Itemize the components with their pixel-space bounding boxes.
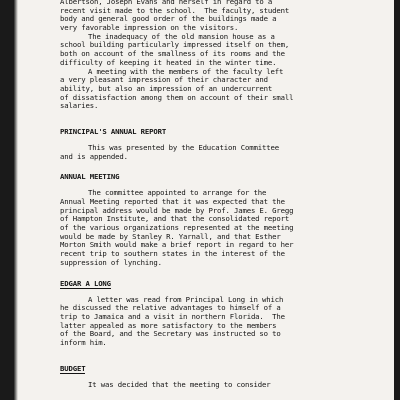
- document-body: [60, 0, 380, 389]
- section-heading: EDGAR A LONG: [60, 278, 111, 288]
- text-line: body and general good order of the buildings made a: [60, 14, 277, 24]
- text-line: a very pleasant impression of their character and: [60, 75, 268, 85]
- text-line: difficulty of keeping it heated in the winter time.: [60, 57, 277, 67]
- paragraph-inadequacy: [60, 33, 380, 68]
- scan-edge-shadow: [14, 0, 18, 400]
- text-line: of dissatisfaction among them on account of their small: [60, 92, 294, 102]
- text-line: Annual Meeting reported that it was expected that the: [60, 197, 285, 206]
- text-line: This was presented by the Education Committee: [88, 142, 279, 152]
- text-line: and is appended.: [60, 151, 128, 161]
- text-line: he discussed the relative advantages to himself of a: [60, 303, 281, 313]
- text-line: inform him.: [60, 337, 107, 347]
- text-line: salaries.: [60, 101, 99, 111]
- text-line: ability, but also an impression of an undercurrent: [60, 83, 273, 93]
- text-line: A letter was read from Principal Long in which: [88, 294, 284, 304]
- text-line: The inadequacy of the old mansion house as a: [88, 31, 275, 41]
- text-line: recent trip to southern states in the interest of the: [60, 249, 285, 259]
- text-line: principal address would be made by Prof. James E. Gregg: [60, 205, 294, 215]
- section-annual-meeting: [60, 173, 380, 267]
- text-line: of the Board, and the Secretary was instructed so to: [60, 329, 281, 339]
- text-line: of the various organizations represented at the meeting: [60, 223, 294, 233]
- document-page: [14, 0, 394, 400]
- text-line: school building particularly impressed itself on them,: [60, 40, 290, 50]
- section-heading: BUDGET: [60, 363, 86, 373]
- section-heading: PRINCIPAL'S ANNUAL REPORT: [60, 126, 167, 136]
- text-line: both on account of the smallness of its rooms and the: [60, 49, 285, 59]
- text-line: A meeting with the members of the faculty left: [88, 66, 284, 76]
- section-heading: ANNUAL MEETING: [60, 172, 120, 182]
- paragraph-faculty-meeting: [60, 68, 380, 111]
- section-budget: [60, 365, 380, 390]
- section-edgar-long: [60, 280, 380, 348]
- section-principals-report: [60, 128, 380, 161]
- text-line: The committee appointed to arrange for the: [88, 188, 267, 198]
- text-line: suppression of lynching.: [60, 257, 162, 267]
- text-line: very favorable impression on the visitors.: [60, 23, 239, 33]
- text-line: recent visit made to the school. The faculty, student: [60, 5, 290, 15]
- text-line: latter appealed as more satisfactory to the members: [60, 320, 277, 330]
- text-line: would be made by Stanley R. Yarnall, and that Esther: [60, 231, 281, 241]
- text-line: Morton Smith would make a brief report in regard to her: [60, 240, 294, 250]
- text-line: It was decided that the meeting to consider: [88, 379, 271, 389]
- text-line: of Hampton Institute, and that the consolidated report: [60, 214, 290, 224]
- text-line: Albertson, Joseph Evans and herself in regard to a: [60, 0, 273, 6]
- text-line: trip to Jamaica and a visit in northern Florida. The: [60, 311, 285, 321]
- top-paragraph: [60, 0, 380, 33]
